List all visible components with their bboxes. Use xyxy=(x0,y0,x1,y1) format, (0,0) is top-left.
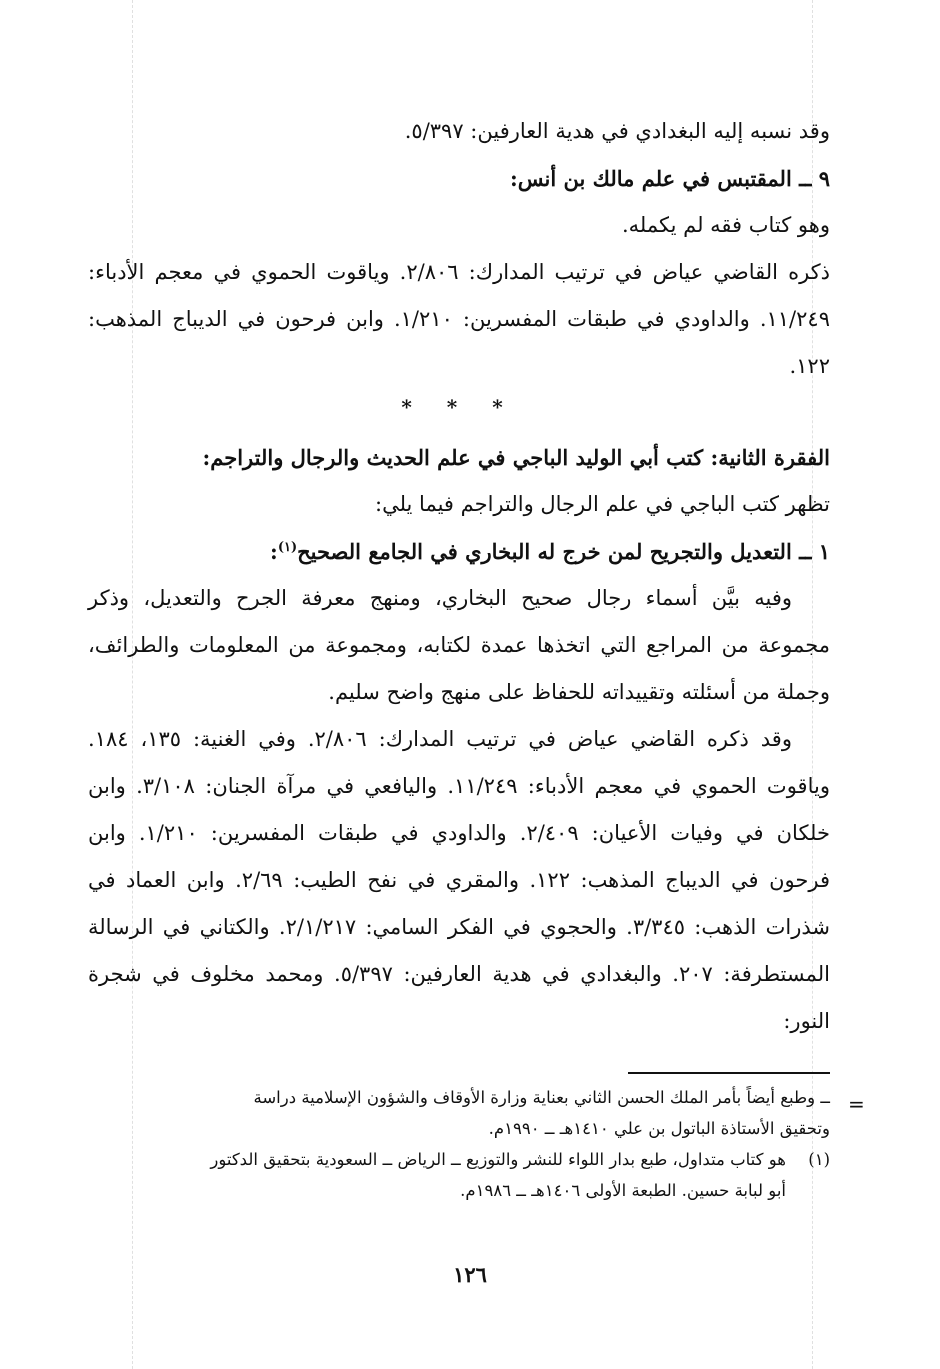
footnote-continuation-line: ــ وطبع أيضاً بأمر الملك الحسن الثاني بعناية وزارة الأوقاف والشؤون الإسلامية دراسة xyxy=(253,1088,830,1107)
continuation-mark: = xyxy=(848,1092,865,1116)
section-2-heading: الفقرة الثانية: كتب أبي الوليد الباجي في علم الحديث والرجال والتراجم: xyxy=(202,445,830,470)
footnote-continuation-line: وتحقيق الأستاذة الباتول بن علي ١٤١٠هـ ــ ١٩٩٠م. xyxy=(488,1119,830,1138)
footnote-1-text: هو كتاب متداول، طبع بدار اللواء للنشر والتوزيع ــ الرياض ــ السعودية بتحقيق الدكتور xyxy=(210,1150,786,1169)
item-1-description: وفيه بيَّن أسماء رجال صحيح البخاري، ومنهج معرفة الجرح والتعديل، وذكر مجموعة من المراجع التي اتخذها عمدة لكتابه، ومجموعة من المعلومات والطرائف، وجملة من أسئلته وتقييداته للحفاظ على منهج واضح سليم. xyxy=(88,586,830,704)
footnote-ref-1: (١) xyxy=(277,540,298,555)
item-1-title-colon: : xyxy=(270,539,278,564)
section-2-intro: تظهر كتب الباجي في علم الرجال والتراجم فيما يلي: xyxy=(375,492,830,516)
paragraph-attribution: وقد نسبه إليه البغدادي في هدية العارفين: ٥/٣٩٧. xyxy=(404,119,830,143)
section-separator: * * * xyxy=(401,395,517,419)
footnote-1-marker: (١) xyxy=(808,1150,830,1169)
footnotes xyxy=(88,1082,830,1206)
footnote-separator xyxy=(628,1072,830,1074)
item-9-title: ٩ ــ المقتبس في علم مالك بن أنس: xyxy=(510,166,830,191)
page-number: ١٢٦ xyxy=(453,1262,487,1287)
footnote-1 xyxy=(88,1144,830,1175)
item-9-description: وهو كتاب فقه لم يكمله. xyxy=(621,213,830,237)
item-1-title-text: ١ ــ التعديل والتجريح لمن خرج له البخاري في الجامع الصحيح xyxy=(297,539,830,564)
item-1-references: وقد ذكره القاضي عياض في ترتيب المدارك: ٢/٨٠٦. وفي الغنية: ١٣٥، ١٨٤. وياقوت الحموي في معجم الأدباء: ١١/٢٤٩. واليافعي في مرآة الجنان: ٣/١٠٨. وابن خلكان في وفيات الأعيان: ٢/٤٠٩. والداودي في طبقات المفسرين: ١/٢١٠. وابن فرحون في الديباج المذهب: ١٢٢. والمقري في نفح الطيب: ٢/٦٩. وابن العماد في شذرات الذهب: ٣/٣٤٥. والحجوي في الفكر السامي: ٢/١/٢١٧. والكتاني في الرسالة المستطرفة: ٢٠٧. والبغدادي في هدية العارفين: ٥/٣٩٧. ومحمد مخلوف في شجرة النور: xyxy=(88,727,830,1033)
item-1-title xyxy=(88,528,830,575)
item-9-references: ذكره القاضي عياض في ترتيب المدارك: ٢/٨٠٦. وياقوت الحموي في معجم الأدباء: ١١/٢٤٩. والداودي في طبقات المفسرين: ١/٢١٠. وابن فرحون في الديباج المذهب: ١٢٢. xyxy=(88,260,831,378)
footnote-1-continuation: أبو لبابة حسين. الطبعة الأولى ١٤٠٦هـ ــ ١٩٨٦م. xyxy=(460,1181,786,1200)
main-text xyxy=(88,108,830,1045)
